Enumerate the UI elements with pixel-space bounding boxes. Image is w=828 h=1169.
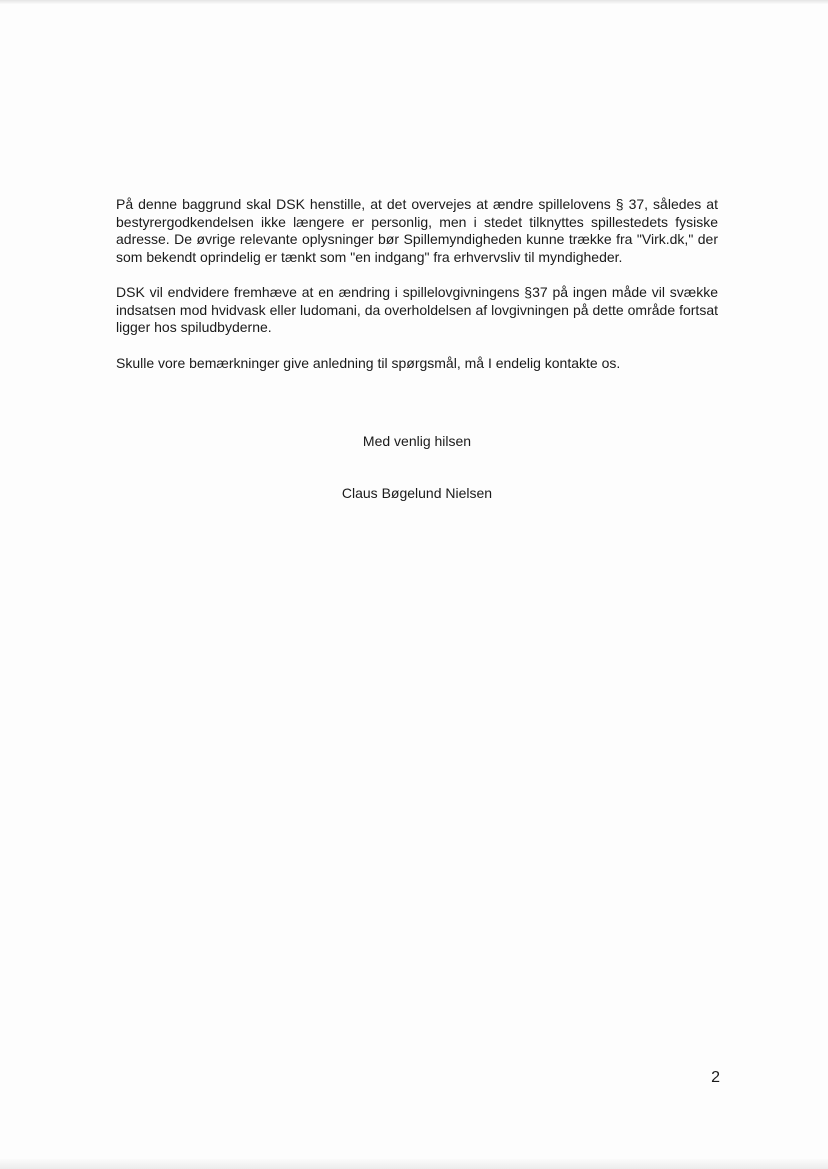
closing-greeting: Med venlig hilsen [362, 433, 472, 449]
scan-bottom-edge [0, 1159, 828, 1169]
letter-body [116, 196, 718, 390]
paragraph-recommendation: På denne baggrund skal DSK henstille, at det overvejes at ændre spillelovens § 37, således at bestyrergodkendelsen ikke længere er personlig, men i stedet tilknyttes spillestedets fysiske adresse. De øvrige relevante oplysninger bør Spillemyndigheden kunne trække fra "Virk.dk," der som bekendt oprindelig er tænkt som "en indgang" fra erhvervsliv til myndigheder. [116, 196, 718, 265]
paragraph-emphasis: DSK vil endvidere fremhæve at en ændring i spillelovgivningens §37 på ingen måde vil svække indsatsen mod hvidvask eller ludomani, da overholdelsen af lovgivningen på dette område fortsat ligger hos spiludbyderne. [116, 284, 718, 335]
paragraph-contact: Skulle vore bemærkninger give anledning til spørgsmål, må I endelig kontakte os. [116, 354, 621, 371]
scan-top-edge [0, 0, 828, 4]
page-number: 2 [711, 1069, 720, 1086]
signatory-name: Claus Bøgelund Nielsen [341, 485, 493, 501]
